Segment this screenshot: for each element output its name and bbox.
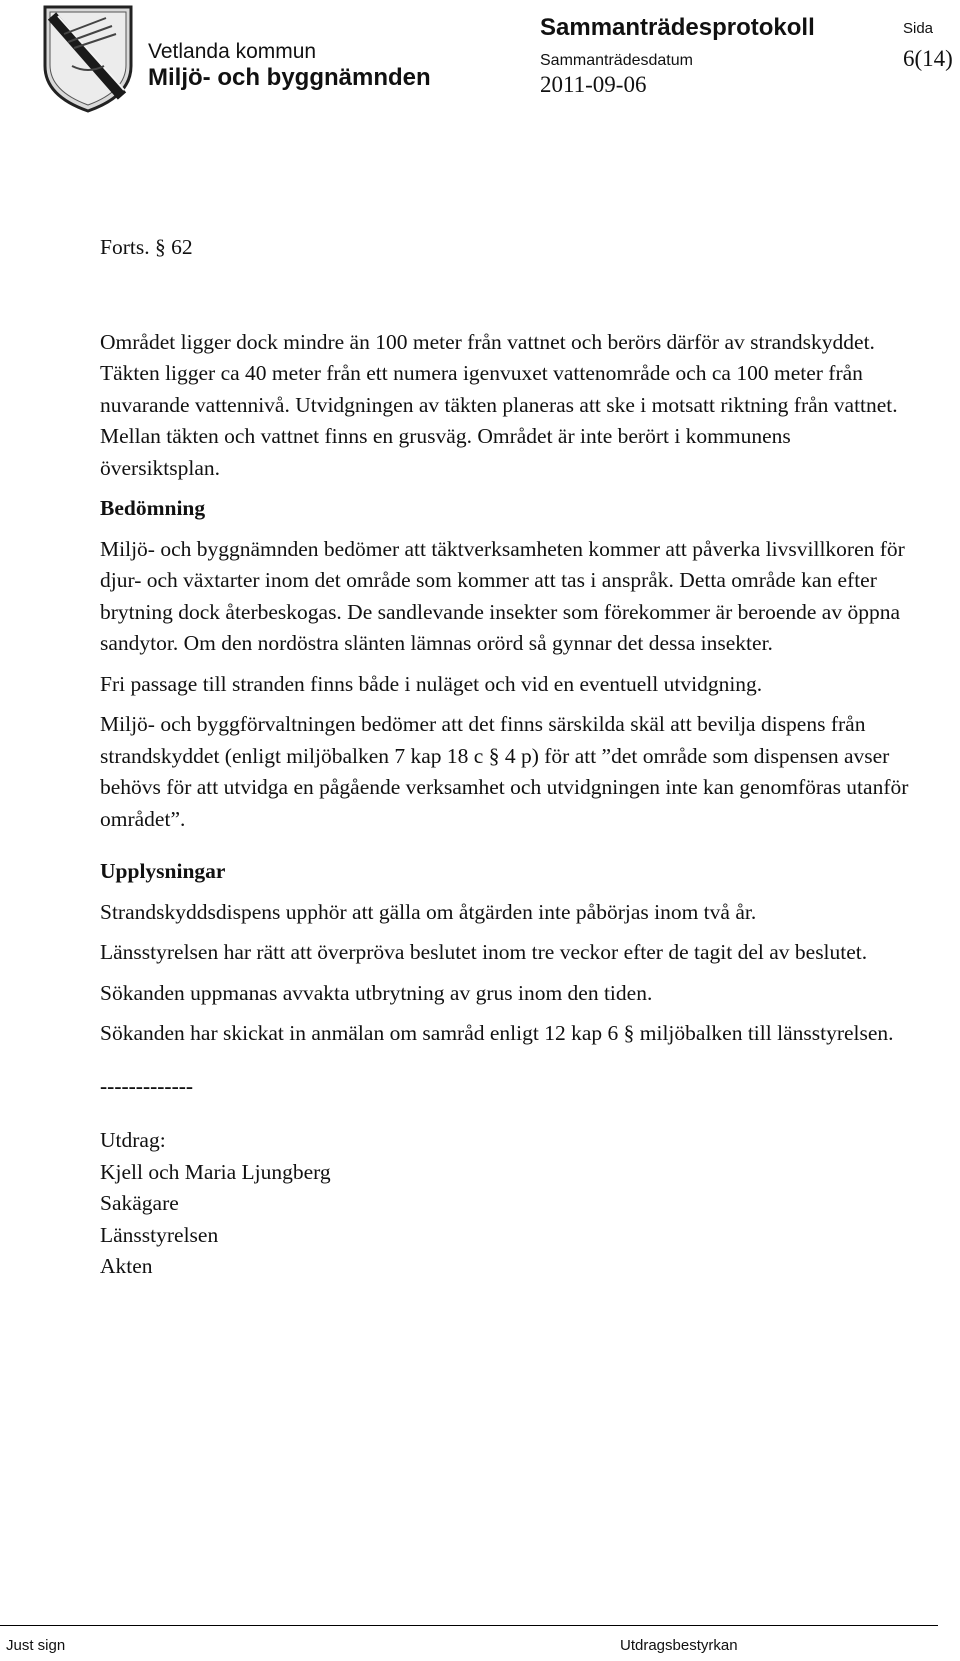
- signature-label: Just sign: [6, 1637, 66, 1654]
- information-paragraph-3: Sökanden uppmanas avvakta utbrytning av grus inom den tiden.: [100, 980, 653, 1005]
- page-number: 6(14): [903, 46, 953, 71]
- information-paragraph-1: Strandskyddsdispens upphör att gälla om åtgärden inte påbörjas inom två år.: [100, 899, 757, 924]
- recipient-item: Länsstyrelsen: [100, 1222, 219, 1247]
- continuation-heading: Forts. § 62: [100, 235, 193, 259]
- meeting-date-label: Sammanträdesdatum: [540, 52, 693, 69]
- page-label: Sida: [903, 20, 934, 37]
- meeting-date: 2011-09-06: [540, 72, 647, 97]
- assessment-paragraph-2: Fri passage till stranden finns både i nuläget och vid en eventuell utvidgning.: [100, 671, 763, 696]
- information-paragraph-2: Länsstyrelsen har rätt att överpröva beslutet inom tre veckor efter de tagit del av beslutet.: [100, 940, 868, 964]
- document-body: [100, 232, 910, 1283]
- footer-divider: [0, 1625, 938, 1626]
- coat-of-arms-icon: [42, 4, 134, 114]
- intro-paragraph: Området ligger dock mindre än 100 meter från vattnet och berörs därför av strandskyddet. Täkten ligger ca 40 meter från ett numera igenvuxet vattenområde och ca 100 meter från nuvarande vattennivå. Utvidgningen av täkten planeras att ske i motsatt riktning från vattnet. Mellan täkten och vattnet finns en grusväg. Området är inte berört i kommunens översiktsplan.: [100, 329, 898, 480]
- extract-label: Utdrag:: [100, 1128, 166, 1152]
- document-title: Sammanträdesprotokoll: [540, 14, 815, 41]
- recipient-item: Kjell och Maria Ljungberg: [100, 1159, 331, 1184]
- assessment-heading: Bedömning: [100, 496, 206, 520]
- recipient-item: Akten: [100, 1254, 153, 1278]
- information-paragraph-4: Sökanden har skickat in anmälan om samråd enligt 12 kap 6 § miljöbalken till länsstyrelsen.: [100, 1021, 894, 1045]
- certification-label: Utdragsbestyrkan: [620, 1637, 738, 1654]
- assessment-paragraph-3: Miljö- och byggförvaltningen bedömer att det finns särskilda skäl att bevilja dispens från strandskyddet (enligt miljöbalken 7 kap 18 c § 4 p) för att ”det område som dispensen avser behövs för att utvidga en pågående verksamhet och utvidgningen inte kan genomföras utanför området”.: [100, 712, 909, 831]
- recipient-item: Sakägare: [100, 1191, 179, 1215]
- board-name: Miljö- och byggnämnden: [148, 64, 431, 91]
- separator-line: -------------: [100, 1073, 194, 1098]
- information-heading: Upplysningar: [100, 859, 226, 883]
- assessment-paragraph-1: Miljö- och byggnämnden bedömer att täktverksamheten kommer att påverka livsvillkoren för djur- och växtarter inom det område som kommer att tas i anspråk. Detta område kan efter brytning dock återbeskogas. De sandlevande insekter som förekommer är beroende av öppna sandytor. Om den nordöstra slänten lämnas orörd så gynnar det dessa insekter.: [100, 536, 905, 655]
- organization-name: Vetlanda kommun: [148, 40, 317, 63]
